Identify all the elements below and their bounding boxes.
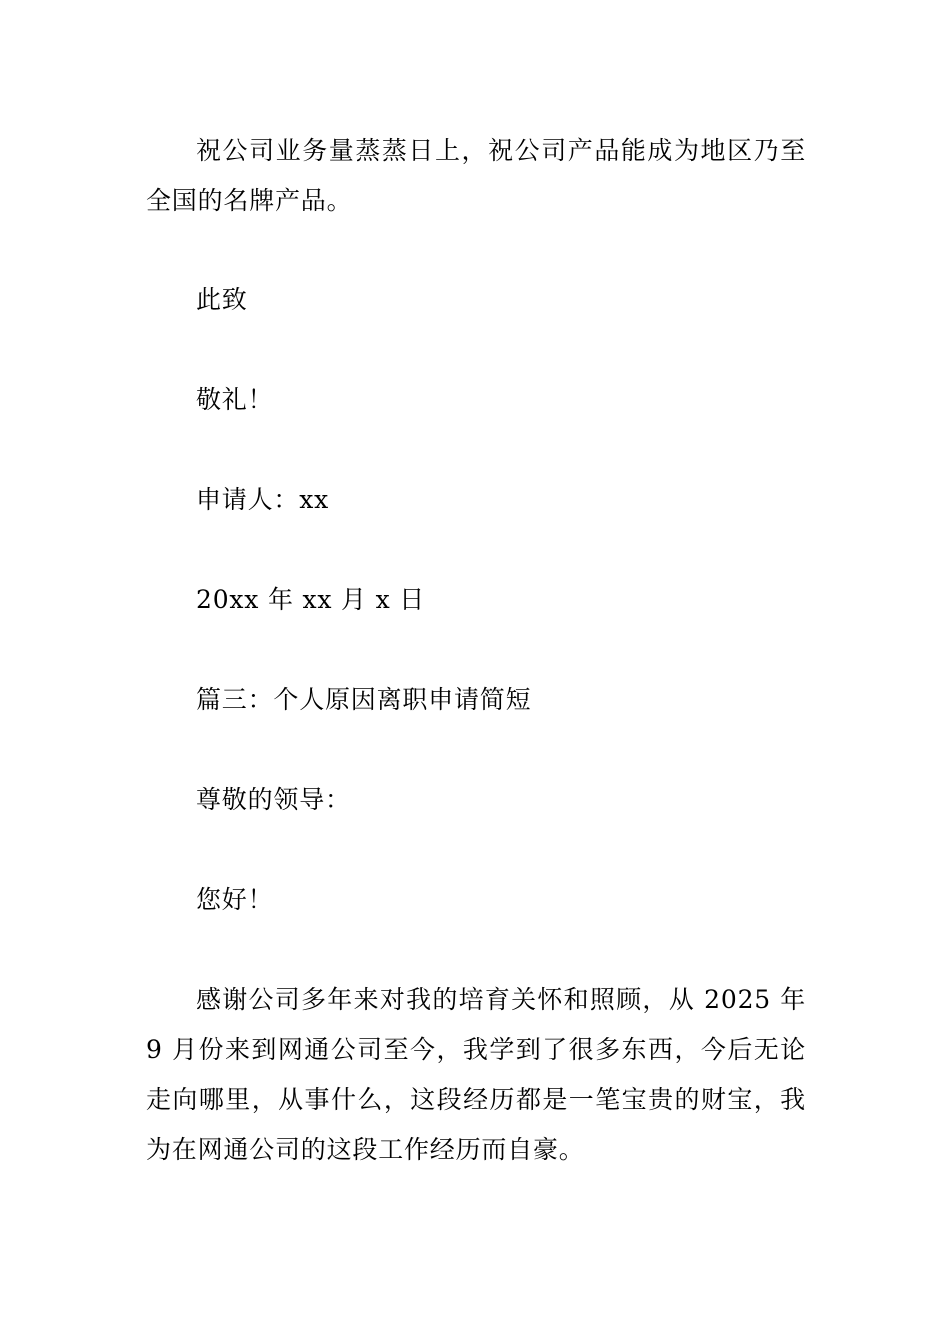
section-heading: 篇三：个人原因离职申请简短 — [196, 685, 532, 714]
greeting-hello: 您好！ — [196, 885, 274, 914]
body-paragraph: 感谢公司多年来对我的培育关怀和照顾，从 2025 年 9 月份来到网通公司至今，我学到了很多东西，今后无论走向哪里，从事什么，这段经历都是一笔宝贵的财宝，我为在网通公司的这段工作经历而自豪。 — [146, 985, 806, 1164]
closing-wishes-paragraph: 祝公司业务量蒸蒸日上，祝公司产品能成为地区乃至全国的名牌产品。 — [146, 136, 806, 215]
regards-line: 敬礼！ — [196, 385, 274, 414]
date-line: 20xx 年 xx 月 x 日 — [196, 585, 426, 614]
greeting-recipient: 尊敬的领导： — [196, 785, 351, 814]
salutation-closing: 此致 — [196, 285, 248, 314]
applicant-line: 申请人：xx — [196, 485, 329, 514]
